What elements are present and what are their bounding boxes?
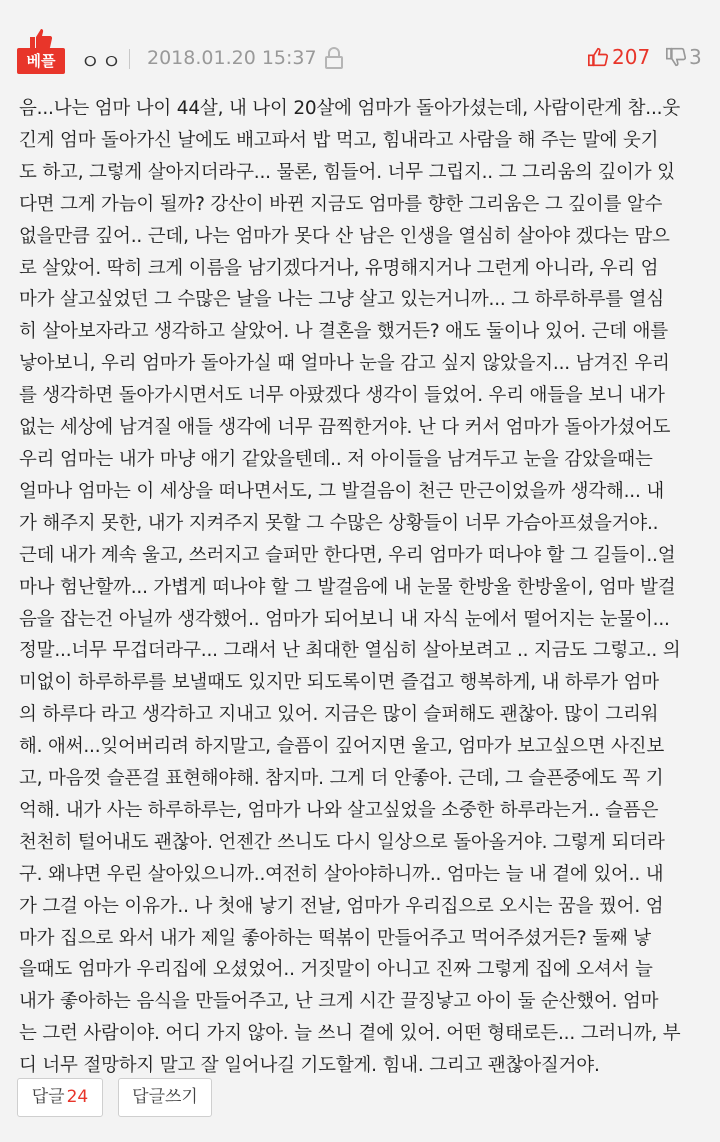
comment-timestamp: 2018.01.20 15:37 [147,47,317,69]
comment-line: 마가 살고싶었던 그 수많은 날을 나는 그냥 살고 있는거니까... 그 하루하루를 열심 [19,289,665,311]
comment-line: 고, 마음껏 슬픈걸 표현해야해. 참지마. 그게 더 안좋아. 근데, 그 슬픈중에도 꼭 기 [19,768,664,790]
dislike-count: 3 [689,45,702,69]
comment-text [19,93,707,1082]
comment-line: 음...나는 엄마 나이 44살, 내 나이 20살에 엄마가 돌아가셨는데, 사람이란게 참...웃 [19,98,680,119]
comment-line: 가 해주지 못한, 내가 지켜주지 못할 그 수많은 상황들이 너무 가슴아프셨을거야.. [19,512,659,534]
comment-line: 근데 내가 계속 울고, 쓰러지고 슬퍼만 한다면, 우리 엄마가 떠나야 할 그 길들이..얼 [19,544,676,566]
comment-line: 마가 집으로 와서 내가 제일 좋아하는 떡볶이 만들어주고 먹어주셨거든? 둘째 낳 [19,927,651,949]
lock-icon [324,46,344,70]
comment-line: 의 하루다 라고 생각하고 지내고 있어. 지금은 많이 슬퍼해도 괜찮아. 많이 그리워 [19,704,659,726]
like-count: 207 [612,45,651,69]
comment-line: 을때도 엄마가 우리집에 오셨었어.. 거짓말이 아니고 진짜 그렇게 집에 오셔서 늘 [19,959,653,981]
comment-line: 없을만큼 깊어.. 근데, 나는 엄마가 못다 산 남은 인생을 열심히 살아야 겠다는 맘으 [19,225,670,247]
comment-line: 다면 그게 가늠이 될까? 강산이 바뀐 지금도 엄마를 향한 그리움은 그 깊이를 알수 [19,193,663,215]
comment-line: 낳아보니, 우리 엄마가 돌아가실 때 얼마나 눈을 감고 싶지 않았을지... 남겨진 우리 [19,353,670,375]
comment-line: 음을 잡는건 아닐까 생각했어.. 엄마가 되어보니 내 자식 눈에서 떨어지는 눈물이... [19,608,670,630]
divider [129,49,130,69]
like-icon [588,47,608,67]
comment-header [0,0,720,80]
comment-line: 얼마나 엄마는 이 세상을 떠나면서도, 그 발걸음이 천근 만근이었을까 생각해... 내 [19,480,665,502]
comment-line: 로 살았어. 딱히 크게 이름을 남기겠다거나, 유명해지거나 그런게 아니라, 우리 엄 [19,257,659,279]
comment-line: 를 생각하면 돌아가시면서도 너무 아팠겠다 생각이 들었어. 우리 애들을 보니 내가 [19,385,665,407]
best-label: 베플 [17,48,65,74]
comment-line: 내가 좋아하는 음식을 만들어주고, 난 크게 시간 끌징낳고 아이 둘 순산했어. 엄마 [19,991,659,1013]
comment-line: 는 그런 사람이야. 어디 가지 않아. 늘 쓰니 곁에 있어. 어떤 형태로든... 그러니까, 부 [19,1023,681,1045]
comment-line: 없는 세상에 남겨질 애들 생각에 너무 끔찍한거야. 난 다 커서 엄마가 돌아가셨어도 [19,417,671,439]
reply-label: 답글 [31,1087,65,1107]
thumbs-up-icon [29,28,53,50]
best-comment-badge [17,28,65,74]
reply-count: 24 [66,1087,89,1107]
comment-line: 히 살아보자라고 생각하고 살았어. 나 결혼을 했거든? 애도 둘이나 있어. 근데 애를 [19,321,668,343]
like-button[interactable] [588,44,650,70]
comment-line: 긴게 엄마 돌아가신 날에도 배고파서 밥 먹고, 힘내라고 사람을 해 주는 말에 웃기 [19,129,659,151]
comment-line: 정말...너무 무겁더라구... 그래서 난 최대한 열심히 살아보려고 .. 지금도 그렇고.. 의 [19,640,681,662]
comment-line: 구. 왜냐면 우린 살아있으니까..여전히 살아야하니까.. 엄마는 늘 내 곁에 있어.. 내 [19,863,664,885]
reply-list-button[interactable] [17,1078,103,1117]
comment-line: 도 하고, 그렇게 살아지더라구... 물론, 힘들어. 너무 그립지.. 그 그리움의 깊이가 있 [19,161,675,183]
comment-line: 마나 험난할까... 가볍게 떠나야 할 그 발걸음에 내 눈물 한방울 한방울이, 엄마 발걸 [19,576,676,598]
dislike-button[interactable] [666,44,702,70]
comment-line: 미없이 하루하루를 보낼때도 있지만 되도록이면 즐겁고 행복하게, 내 하루가 엄마 [19,672,659,694]
write-reply-button[interactable]: 답글쓰기 [118,1078,212,1117]
comment-line: 억해. 내가 사는 하루하루는, 엄마가 나와 살고싶었을 소중한 하루라는거.. 슬픔은 [19,799,659,821]
dislike-icon [666,47,686,67]
comment-line: 우리 엄마는 내가 마냥 애기 같았을텐데.. 저 아이들을 남겨두고 눈을 감았을때는 [19,448,653,470]
comment-line: 가 그걸 아는 이유가.. 나 첫애 낳기 전날, 엄마가 우리집으로 오시는 꿈을 꿨어. 엄 [19,895,664,917]
comment-line: 해. 애써...잊어버리려 하지말고, 슬픔이 깊어지면 울고, 엄마가 보고싶으면 사진보 [19,736,665,758]
comment-line: 천천히 털어내도 괜찮아. 언젠간 쓰니도 다시 일상으로 돌아올거야. 그렇게 되더라 [19,831,665,853]
comment-line: 디 너무 절망하지 말고 잘 일어나길 기도할게. 힘내. 그리고 괜찮아질거야. [19,1055,600,1077]
author-name: ㅇㅇ [80,50,123,74]
